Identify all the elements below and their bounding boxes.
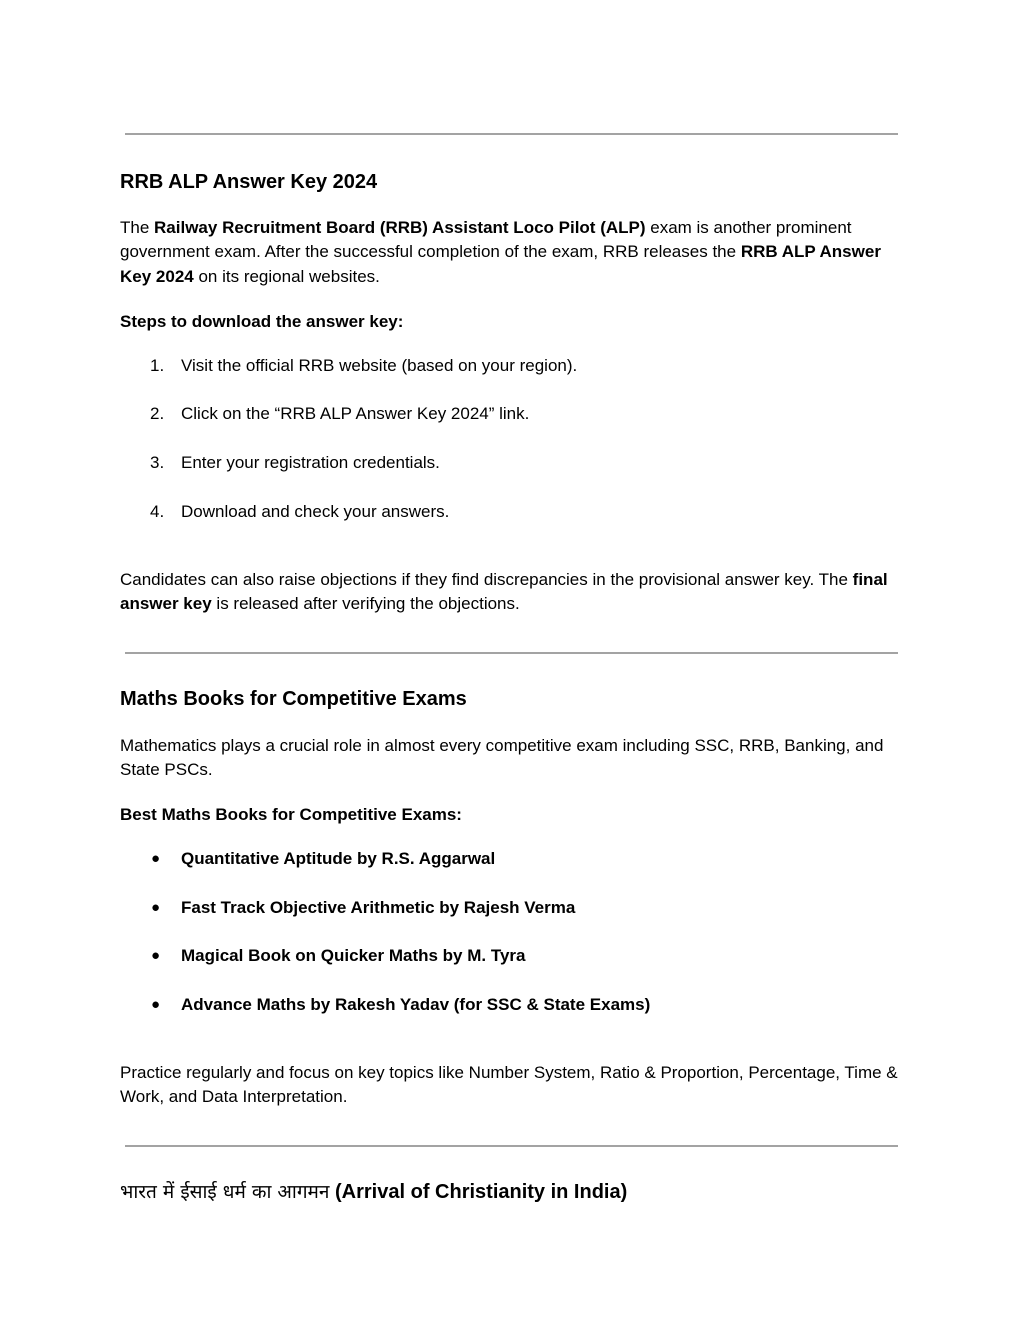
outro-text: is released after verifying the objections. xyxy=(211,594,520,614)
step-number: 1. xyxy=(150,356,165,375)
step-text: Click on the “RRB ALP Answer Key 2024” link. xyxy=(181,404,530,423)
bullet-icon: ● xyxy=(151,947,161,964)
steps-label: Steps to download the answer key: xyxy=(120,312,404,331)
horizontal-divider xyxy=(125,133,898,135)
heading-hindi-text: भारत में ईसाई धर्म का आगमन xyxy=(120,1181,330,1203)
bullet-icon: ● xyxy=(151,850,161,867)
objections-paragraph xyxy=(120,568,910,617)
bullet-icon: ● xyxy=(151,899,161,916)
intro-bold-board-name: Railway Recruitment Board (RRB) Assistant Loco Pilot (ALP) xyxy=(154,218,646,237)
outro-bold-final-key: final answer key xyxy=(120,570,888,614)
rrb-alp-intro-paragraph xyxy=(120,216,910,289)
step-text: Visit the official RRB website (based on your region). xyxy=(181,356,578,375)
book-title: Magical Book on Quicker Maths by M. Tyra xyxy=(181,946,526,965)
book-title: Advance Maths by Rakesh Yadav (for SSC & State Exams) xyxy=(181,995,651,1014)
maths-intro-paragraph: Mathematics plays a crucial role in almost every competitive exam including SSC, RRB, Banking, and State PSCs. xyxy=(120,736,884,780)
intro-text: on its regional websites. xyxy=(193,266,380,286)
step-number: 2. xyxy=(150,404,165,423)
intro-bold-answer-key: RRB ALP Answer Key 2024 xyxy=(120,242,881,286)
intro-text: exam is another prominent government exam. After the successful completion of the exam, RRB releases the xyxy=(120,218,852,262)
heading-english-text: (Arrival of Christianity in India) xyxy=(329,1181,628,1203)
section-heading-christianity xyxy=(120,1180,627,1204)
section-heading-rrb-alp: RRB ALP Answer Key 2024 xyxy=(120,171,378,193)
section-heading-maths-books: Maths Books for Competitive Exams xyxy=(120,688,467,710)
horizontal-divider xyxy=(125,1145,898,1147)
step-text: Enter your registration credentials. xyxy=(181,453,440,472)
practice-paragraph: Practice regularly and focus on key topics like Number System, Ratio & Proportion, Percentage, Time & Work, and Data Interpretation. xyxy=(120,1063,898,1107)
book-title: Quantitative Aptitude by R.S. Aggarwal xyxy=(181,849,496,868)
intro-text: The xyxy=(120,218,155,237)
bullet-icon: ● xyxy=(151,996,161,1013)
outro-text: Candidates can also raise objections if they find discrepancies in the provisional answer key. The xyxy=(120,570,853,589)
book-title: Fast Track Objective Arithmetic by Rajesh Verma xyxy=(181,898,576,917)
step-text: Download and check your answers. xyxy=(181,502,450,521)
books-label: Best Maths Books for Competitive Exams: xyxy=(120,805,462,824)
step-number: 3. xyxy=(150,453,165,472)
horizontal-divider xyxy=(125,652,898,654)
step-number: 4. xyxy=(150,502,165,521)
